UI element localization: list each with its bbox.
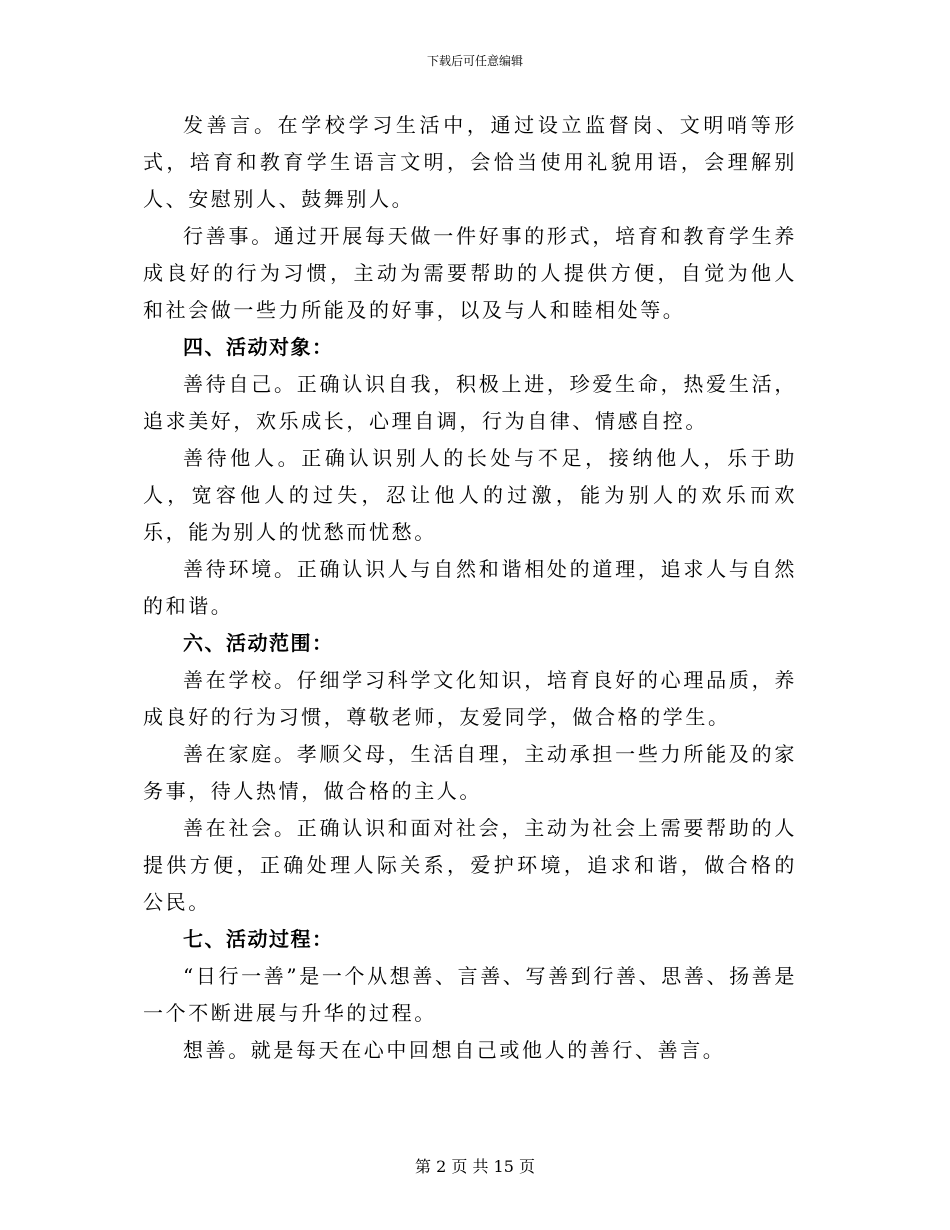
paragraph-process-overview: “日行一善”是一个从想善、言善、写善到行善、思善、扬善是一个不断进展与升华的过程。 bbox=[143, 964, 797, 1025]
page-header: 下载后可任意编辑 bbox=[426, 54, 523, 68]
paragraph-treat-others: 善待他人。正确认识别人的长处与不足，接纳他人，乐于助人，宽容他人的过失，忍让他人的过激，能为别人的欢乐而欢乐，能为别人的忧愁而忧愁。 bbox=[143, 446, 797, 544]
paragraph-speak-kindly: 发善言。在学校学习生活中，通过设立监督岗、文明哨等形式，培育和教育学生语言文明，会恰当使用礼貌用语，会理解别人、安慰别人、鼓舞别人。 bbox=[143, 113, 797, 211]
paragraph-treat-environment: 善待环境。正确认识人与自然和谐相处的道理，追求人与自然的和谐。 bbox=[143, 557, 797, 618]
section-heading-activity-process: 七、活动过程： bbox=[183, 927, 334, 951]
paragraph-good-at-home: 善在家庭。孝顺父母，生活自理，主动承担一些力所能及的家务事，待人热情，做合格的主人。 bbox=[143, 742, 797, 803]
paragraph-do-good-deeds: 行善事。通过开展每天做一件好事的形式，培育和教育学生养成良好的行为习惯，主动为需要帮助的人提供方便，自觉为他人和社会做一些力所能及的好事，以及与人和睦相处等。 bbox=[143, 224, 797, 322]
paragraph-good-in-society: 善在社会。正确认识和面对社会，主动为社会上需要帮助的人提供方便，正确处理人际关系，爱护环境，追求和谐，做合格的公民。 bbox=[143, 816, 797, 914]
document-body bbox=[143, 107, 797, 1069]
page-footer: 第 2 页 共 15 页 bbox=[415, 1157, 535, 1176]
section-heading-activity-targets: 四、活动对象： bbox=[183, 335, 334, 359]
paragraph-think-good: 想善。就是每天在心中回想自己或他人的善行、善言。 bbox=[183, 1038, 726, 1062]
paragraph-good-at-school: 善在学校。仔细学习科学文化知识，培育良好的心理品质，养成良好的行为习惯，尊敬老师，友爱同学，做合格的学生。 bbox=[143, 668, 797, 729]
paragraph-treat-self: 善待自己。正确认识自我，积极上进，珍爱生命，热爱生活，追求美好，欢乐成长，心理自调，行为自律、情感自控。 bbox=[143, 372, 797, 433]
section-heading-activity-scope: 六、活动范围： bbox=[183, 631, 334, 655]
